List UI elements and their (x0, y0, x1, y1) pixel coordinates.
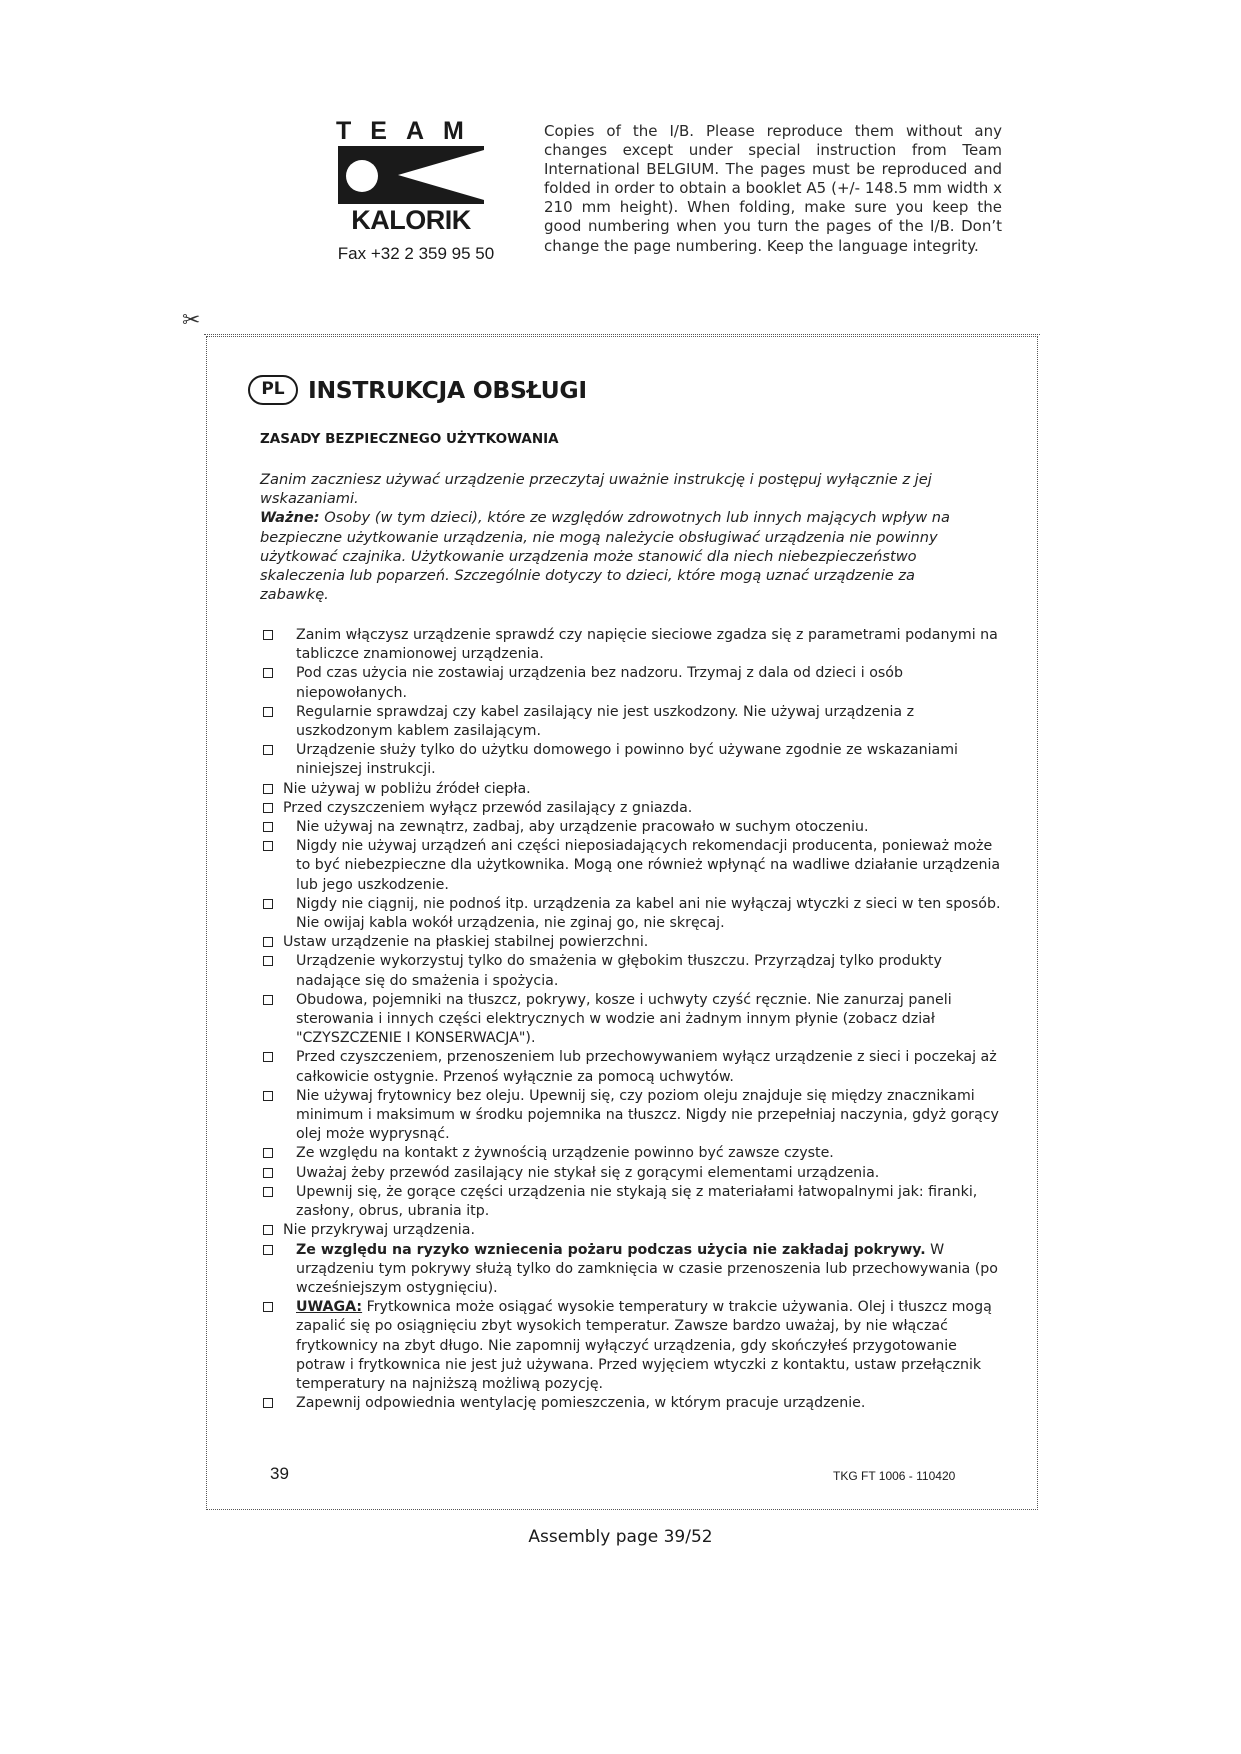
checkbox-bullet-icon (263, 1302, 273, 1312)
list-item: UWAGA: Frytkownica może osiągać wysokie temperatury w trakcie używania. Olej i tłuszcz mogą zapalić się po osiągnięciu zbyt wysokich temperatur. Zawsze bardzo uważaj, by nie włączać frytkownicy na zbyt długo. Nie zapomnij wyłączyć urządzenia, gdy skończyłeś przygotowanie potraw i frytkownica nie jest już używana. Przed wyjęciem wtyczki z kontaktu, ustaw przełącznik temperatury na najniższą możliwą pozycję. (262, 1298, 1002, 1394)
list-item: Obudowa, pojemniki na tłuszcz, pokrywy, kosze i uchwyty czyść ręcznie. Nie zanurzaj paneli sterowania i innych części elektrycznych w wodzie ani żadnym innym płynie (zobacz dział "CZYSZCZENIE I KONSERWACJA"). (262, 991, 1002, 1049)
checkbox-bullet-icon (263, 899, 273, 909)
list-item: Nie przykrywaj urządzenia. (262, 1221, 1002, 1240)
checkbox-bullet-icon (263, 1225, 273, 1235)
checkbox-bullet-icon (263, 1168, 273, 1178)
logo-team-text: TEAM (336, 117, 483, 145)
intro-text (260, 470, 985, 604)
important-text: Osoby (w tym dzieci), które ze względów zdrowotnych lub innych mających wpływ na bezpieczne użytkowanie urządzenia, nie mogą należycie obsługiwać urządzenia nie powinny użytkować czajnika. Użytkowanie urządzenia może stanowić dla niech niebezpieczeństwo skaleczenia lub poparzeń. Szczególnie dotyczy to dzieci, które mogą uznać urządzenie za zabawkę. (260, 509, 950, 604)
list-item: Nie używaj na zewnątrz, zadbaj, aby urządzenie pracowało w suchym otoczeniu. (262, 818, 1002, 837)
list-item: Upewnij się, że gorące części urządzenia nie stykają się z materiałami łatwopalnymi jak: firanki, zasłony, obrus, ubrania itp. (262, 1183, 1002, 1221)
intro-paragraph: Zanim zaczniesz używać urządzenie przeczytaj uważnie instrukcję i postępuj wyłącznie z jej wskazaniami. (260, 471, 932, 508)
list-item: Ustaw urządzenie na płaskiej stabilnej powierzchni. (262, 933, 1002, 952)
checkbox-bullet-icon (263, 630, 273, 640)
kalorik-k-icon (338, 146, 484, 204)
checkbox-bullet-icon (263, 841, 273, 851)
checkbox-bullet-icon (263, 1091, 273, 1101)
list-item: Zapewnij odpowiednia wentylację pomieszczenia, w którym pracuje urządzenie. (262, 1394, 1002, 1413)
checkbox-bullet-icon (263, 745, 273, 755)
checkbox-bullet-icon (263, 956, 273, 966)
checkbox-bullet-icon (263, 937, 273, 947)
language-badge: PL (248, 375, 298, 405)
page-number: 39 (270, 1464, 289, 1483)
list-item: Nigdy nie używaj urządzeń ani części nieposiadających rekomendacji producenta, ponieważ może to być niebezpieczne dla użytkownika. Mogą one również wpłynąć na wadliwe działanie urządzenia lub jego uszkodzenie. (262, 837, 1002, 895)
checkbox-bullet-icon (263, 803, 273, 813)
checkbox-bullet-icon (263, 707, 273, 717)
checkbox-bullet-icon (263, 668, 273, 678)
list-item: Urządzenie wykorzystuj tylko do smażenia w głębokim tłuszczu. Przyrządzaj tylko produkty nadające się do smażenia i spożycia. (262, 952, 1002, 990)
checkbox-bullet-icon (263, 995, 273, 1005)
scissors-icon: ✂ (182, 308, 201, 333)
list-item: Urządzenie służy tylko do użytku domowego i powinno być używane zgodnie ze wskazaniami niniejszej instrukcji. (262, 741, 1002, 779)
list-item: Nie używaj w pobliżu źródeł ciepła. (262, 780, 1002, 799)
document-code: TKG FT 1006 - 110420 (833, 1469, 956, 1483)
important-label: Ważne: (260, 509, 320, 527)
list-item: Regularnie sprawdzaj czy kabel zasilający nie jest uszkodzony. Nie używaj urządzenia z uszkodzonym kablem zasilającym. (262, 703, 1002, 741)
reproduction-note: Copies of the I/B. Please reproduce them without any changes except under special instruction from Team International BELGIUM. The pages must be reproduced and folded in order to obtain a booklet A5 (+/- 148.5 mm width x 210 mm height). When folding, make sure you keep the good numbering when you turn the pages of the I/B. Don’t change the page numbering. Keep the language integrity. (544, 122, 1002, 255)
logo-kalorik-text: KALORIK (351, 205, 471, 235)
cut-line (204, 334, 1040, 335)
checkbox-bullet-icon (263, 1187, 273, 1197)
team-kalorik-logo (336, 118, 486, 236)
section-heading: ZASADY BEZPIECZNEGO UŻYTKOWANIA (260, 431, 559, 447)
checkbox-bullet-icon (263, 1398, 273, 1408)
list-item: Zanim włączysz urządzenie sprawdź czy napięcie sieciowe zgadza się z parametrami podanymi na tabliczce znamionowej urządzenia. (262, 626, 1002, 664)
important-paragraph (260, 508, 985, 604)
list-item: Przed czyszczeniem, przenoszeniem lub przechowywaniem wyłącz urządzenie z sieci i poczekaj aż całkowicie ostygnie. Przenoś wyłącznie za pomocą uchwytów. (262, 1048, 1002, 1086)
safety-list (262, 626, 1002, 1413)
list-item: Nie używaj frytownicy bez oleju. Upewnij się, czy poziom oleju znajduje się między znacznikami minimum i maksimum w środku pojemnika na tłuszcz. Nigdy nie przepełniaj naczynia, gdyż gorący olej może wyprysnąć. (262, 1087, 1002, 1145)
list-item: Przed czyszczeniem wyłącz przewód zasilający z gniazda. (262, 799, 1002, 818)
checkbox-bullet-icon (263, 822, 273, 832)
list-item: Ze względu na ryzyko wzniecenia pożaru podczas użycia nie zakładaj pokrywy. W urządzeniu tym pokrywy służą tylko do zamknięcia w czasie przenoszenia lub przechowywania (po wcześniejszym ostygnięciu). (262, 1241, 1002, 1299)
warning-label: UWAGA: (296, 1299, 363, 1316)
assembly-page-label: Assembly page 39/52 (528, 1527, 713, 1547)
list-item: Uważaj żeby przewód zasilający nie stykał się z gorącymi elementami urządzenia. (262, 1164, 1002, 1183)
list-item: Ze względu na kontakt z żywnością urządzenie powinno być zawsze czyste. (262, 1144, 1002, 1163)
lid-warning-bold: Ze względu na ryzyko wzniecenia pożaru podczas użycia nie zakładaj pokrywy. (296, 1241, 926, 1258)
checkbox-bullet-icon (263, 1148, 273, 1158)
checkbox-bullet-icon (263, 1052, 273, 1062)
checkbox-bullet-icon (263, 784, 273, 794)
fax-number: Fax +32 2 359 95 50 (337, 244, 495, 263)
list-item: Nigdy nie ciągnij, nie podnoś itp. urządzenia za kabel ani nie wyłączaj wtyczki z sieci w ten sposób. Nie owijaj kabla wokół urządzenia, nie zginaj go, nie skręcaj. (262, 895, 1002, 933)
checkbox-bullet-icon (263, 1245, 273, 1255)
list-item: Pod czas użycia nie zostawiaj urządzenia bez nadzoru. Trzymaj z dala od dzieci i osób niepowołanych. (262, 664, 1002, 702)
page-title-text: INSTRUKCJA OBSŁUGI (308, 376, 587, 404)
